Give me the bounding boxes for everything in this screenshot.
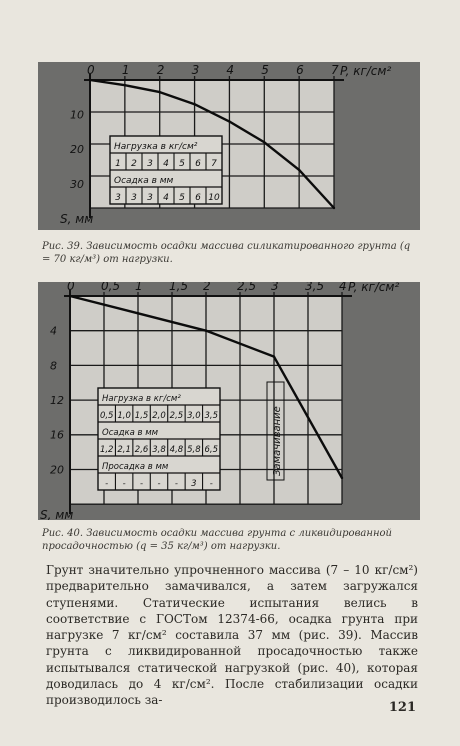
table-cell-value: - <box>122 479 126 489</box>
table-cell-value: 10 <box>208 193 220 203</box>
x-tick-label: 2,5 <box>237 282 257 293</box>
table-cell-value: 6 <box>195 193 201 203</box>
annotation-label: Замачивание <box>272 406 283 476</box>
data-point <box>263 141 265 143</box>
y-tick-label: 30 <box>70 177 84 191</box>
table-header-label: Осадка в мм <box>102 428 159 438</box>
table-cell-value: 6,5 <box>204 445 219 455</box>
table-cell-value: 6 <box>195 159 201 169</box>
y-tick-label: 20 <box>70 143 84 157</box>
y-tick-label: 16 <box>50 428 64 442</box>
page-number: 121 <box>388 700 416 715</box>
x-tick-label: 0 <box>87 63 95 77</box>
x-tick-label: 0,5 <box>101 282 121 293</box>
table-header-label: Осадка в мм <box>114 176 174 186</box>
table-cell-value: 4 <box>163 159 169 169</box>
figure-39-svg <box>38 62 420 230</box>
y-tick-label: 12 <box>50 394 64 407</box>
y-axis-title: S, мм <box>40 508 74 520</box>
table-cell-value: 5 <box>179 193 185 203</box>
y-tick-label: 10 <box>70 108 84 122</box>
table-cell-value: 1 <box>115 159 121 169</box>
table-cell-value: 3,8 <box>152 445 166 455</box>
x-tick-label: 3 <box>191 63 200 77</box>
y-axis-title: S, мм <box>60 212 94 226</box>
body-paragraph: Грунт значительно упрочненного массива (7 – 10 кг/см²) предварительно замачивался, а затем загружался ступенями. Статические испытания велись в соответствие с ГОСТом 12374-66, осадка грунта при нагрузке 7 кг/см² составила 37 мм (рис. 39). Массив грунта с ликвидированной просадочностью также испытывался статической нагрузкой (рис. 40), которая доводилась до 4 кг/см². После стабилизации осадки производилось за- <box>46 563 418 708</box>
data-point <box>273 355 275 357</box>
data-point <box>137 312 139 314</box>
table-cell-value: 7 <box>211 159 217 169</box>
table-cell-value: 3,0 <box>187 411 201 421</box>
table-cell-value: - <box>105 479 109 489</box>
table-cell-value: 0,5 <box>99 411 114 421</box>
table-cell-value: 1,5 <box>134 411 149 421</box>
table-cell-value: 5,8 <box>187 445 201 455</box>
x-tick-label: 5 <box>261 63 269 77</box>
figure-39-caption: Рис. 39. Зависимость осадки массива силикатированного грунта (q = 70 кг/м³) от нагрузки. <box>42 241 411 265</box>
table-cell-value: 4 <box>163 193 169 203</box>
table-cell-value: 3,5 <box>204 411 219 421</box>
x-tick-label: 1,5 <box>169 282 189 293</box>
x-tick-label: 3,5 <box>305 282 325 293</box>
table-cell-value: 2 <box>131 159 137 169</box>
figure-40-chart <box>38 282 420 520</box>
figure-40-svg <box>38 282 420 520</box>
data-point <box>124 84 126 86</box>
table-cell-value: 3 <box>147 193 153 203</box>
x-tick-label: 0 <box>67 282 75 293</box>
table-cell-value: - <box>157 479 161 489</box>
x-tick-label: 3 <box>271 282 279 293</box>
x-tick-label: 7 <box>331 63 339 77</box>
x-tick-label: 2 <box>203 282 211 293</box>
y-tick-label: 8 <box>50 359 57 373</box>
data-point <box>341 477 343 479</box>
table-cell-value: 3 <box>115 193 121 203</box>
figure-39-chart <box>38 62 420 230</box>
table-cell-value: 2,5 <box>169 411 184 421</box>
table-cell-value: - <box>209 479 213 489</box>
data-point <box>205 329 207 331</box>
data-point <box>69 295 71 297</box>
table-header-label: Нагрузка в кг/см² <box>102 394 181 404</box>
x-axis-title: P, кг/см² <box>348 282 400 294</box>
x-axis-title: P, кг/см² <box>340 64 392 78</box>
table-header-label: Просадка в мм <box>102 462 169 472</box>
data-point <box>333 207 335 209</box>
x-tick-label: 2 <box>156 63 165 77</box>
table-cell-value: 1,0 <box>117 411 131 421</box>
table-cell-value: 2,1 <box>117 445 131 455</box>
table-cell-value: 2,0 <box>152 411 166 421</box>
x-tick-label: 1 <box>135 282 143 293</box>
x-tick-label: 1 <box>121 63 130 77</box>
table-cell-value: 3 <box>147 159 153 169</box>
table-cell-value: - <box>140 479 144 489</box>
data-point <box>159 91 161 93</box>
table-cell-value: 5 <box>179 159 185 169</box>
data-point <box>89 79 91 81</box>
table-cell-value: 2,6 <box>134 445 149 455</box>
table-cell-value: 4,8 <box>169 445 184 455</box>
data-point <box>193 103 195 105</box>
x-tick-label: 4 <box>339 282 347 293</box>
table-cell-value: 1,2 <box>99 445 114 455</box>
figure-40-caption: Рис. 40. Зависимость осадки массива грунта с ликвидированной просадочностью (q = 35 кг/м³) от нагрузки. <box>42 528 392 552</box>
table-cell-value: 3 <box>191 479 197 489</box>
data-point <box>298 169 300 171</box>
table-cell-value: 3 <box>131 193 137 203</box>
data-point <box>228 120 230 122</box>
y-tick-label: 4 <box>50 324 57 338</box>
table-header-label: Нагрузка в кг/см² <box>114 142 198 152</box>
y-tick-label: 20 <box>50 463 64 477</box>
table-cell-value: - <box>174 479 178 489</box>
x-tick-label: 4 <box>226 63 235 77</box>
x-tick-label: 6 <box>296 63 304 77</box>
